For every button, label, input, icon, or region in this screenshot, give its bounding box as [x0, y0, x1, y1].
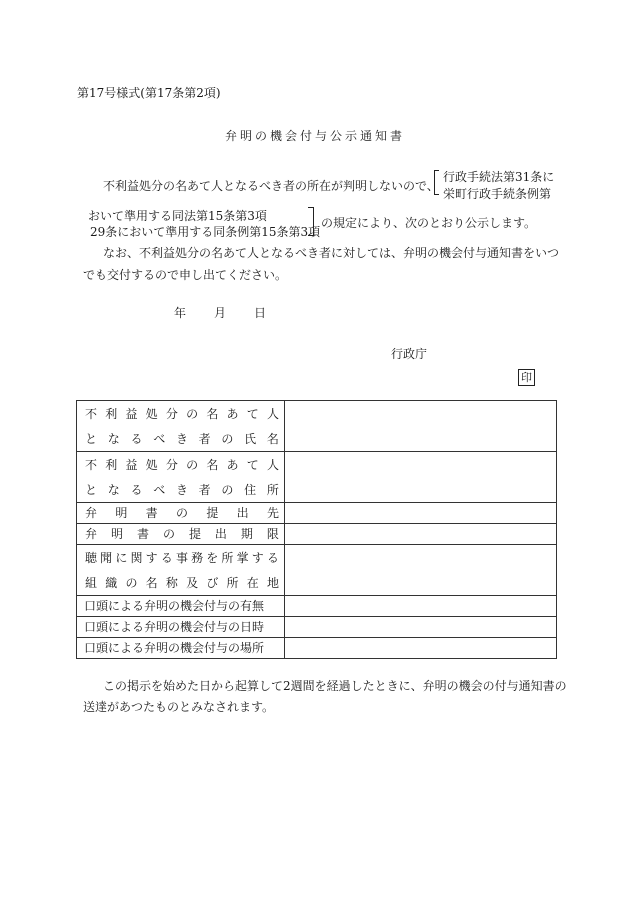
table-row: [77, 545, 557, 596]
row-label: [77, 401, 285, 452]
row-value[interactable]: [285, 545, 557, 596]
table-row: [77, 596, 557, 617]
row-value[interactable]: [285, 401, 557, 452]
row-value[interactable]: [285, 524, 557, 545]
label-line1: 聴 聞 に 関 す る 事 務 を 所 掌 す る: [85, 551, 279, 565]
label-line1: 弁 明 書 の 提 出 期 限: [85, 527, 279, 541]
row-value[interactable]: [285, 617, 557, 638]
row-value[interactable]: [285, 638, 557, 659]
row-label: 口頭による弁明の機会付与の有無: [77, 596, 285, 617]
form-number: 第17号様式(第17条第2項): [77, 86, 221, 100]
row-label: [77, 452, 285, 503]
closing-line1: この掲示を始めた日から起算して2週間を経過したときに、弁明の機会の付与通知書の: [103, 679, 567, 693]
agency-label: 行政庁: [391, 347, 428, 361]
label-line2: と な る べ き 者 の 住 所: [85, 483, 279, 497]
row-value[interactable]: [285, 596, 557, 617]
date-day: 日: [254, 306, 267, 320]
paragraph1-ref-line2: 栄町行政手続条例第: [443, 187, 552, 201]
label-line1: 弁 明 書 の 提 出 先: [85, 506, 279, 520]
label-line1: 不 利 益 処 分 の 名 あ て 人: [85, 458, 279, 472]
table-row: [77, 401, 557, 452]
bracket-open-bottom: [434, 180, 439, 195]
paragraph1-ref-line4: 29条において準用する同条例第15条第3項: [90, 225, 321, 239]
date-month: 月: [214, 306, 227, 320]
row-label: [77, 545, 285, 596]
table-row: [77, 452, 557, 503]
table-row: [77, 617, 557, 638]
info-table: [76, 400, 557, 659]
paragraph1-tail: の規定により、次のとおり公示します。: [321, 216, 537, 230]
document-title: 弁明の機会付与公示通知書: [224, 129, 405, 143]
table-row: [77, 524, 557, 545]
label-line2: と な る べ き 者 の 氏 名: [85, 432, 279, 446]
row-label: [77, 503, 285, 524]
paragraph1-ref-line1: 行政手続法第31条に: [443, 170, 555, 184]
closing-line2: 送達があつたものとみなされます。: [83, 700, 275, 714]
paragraph2-line2: でも交付するので申し出てください。: [83, 268, 288, 282]
table-row: [77, 503, 557, 524]
row-value[interactable]: [285, 503, 557, 524]
row-label: [77, 524, 285, 545]
seal-mark: 印: [518, 369, 535, 386]
table-row: [77, 638, 557, 659]
date-line: [174, 304, 266, 321]
row-label: 口頭による弁明の機会付与の日時: [77, 617, 285, 638]
paragraph1-lead: 不利益処分の名あて人となるべき者の所在が判明しないので、: [103, 179, 439, 193]
paragraph1-ref-line3: おいて準用する同法第15条第3項: [88, 209, 267, 223]
label-line1: 不 利 益 処 分 の 名 あ て 人: [85, 407, 279, 421]
row-value[interactable]: [285, 452, 557, 503]
row-label: 口頭による弁明の機会付与の場所: [77, 638, 285, 659]
bracket-close: [308, 207, 314, 236]
date-year: 年: [174, 306, 187, 320]
paragraph2-line1: なお、不利益処分の名あて人となるべき者に対しては、弁明の機会付与通知書をいつ: [103, 246, 560, 260]
label-line2: 組 織 の 名 称 及 び 所 在 地: [85, 576, 279, 590]
